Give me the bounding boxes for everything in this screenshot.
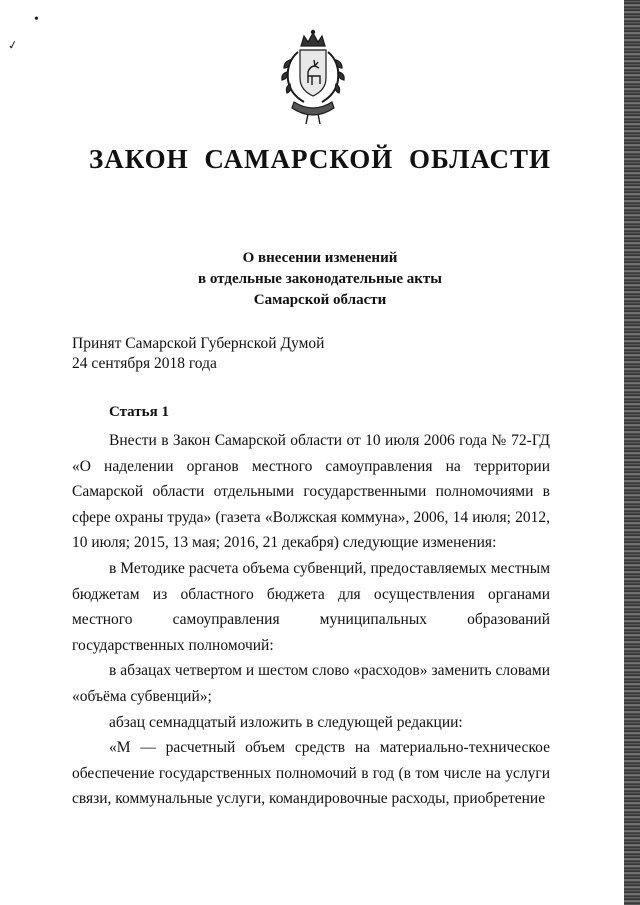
law-title: ЗАКОН САМАРСКОЙ ОБЛАСТИ [89,144,551,174]
article-body [72,428,550,812]
scan-edge-border [624,0,640,905]
adoption-date: 24 сентября 2018 года [72,355,217,372]
paragraph: «М — расчетный объем средств на материально-техническое обеспечение государственных полномочий в год (в том числе на услуги связи, коммунальные услуги, командировочные расходы, приобретение [72,739,550,808]
paragraph: абзац семнадцатый изложить в следующей редакции: [109,713,463,731]
ink-dot-mark: • [34,12,39,27]
subject-line: в отдельные законодательные акты [198,271,442,287]
law-subject [0,248,640,311]
article-heading: Статья 1 [109,404,169,420]
paragraph: в абзацах четвертом и шестом слово «расходов» заменить словами «объёма субвенций»; [72,662,550,705]
subject-line: Самарской области [253,292,387,308]
adoption-note [72,334,324,374]
subject-line: О внесении изменений [242,250,398,266]
paragraph: в Методике расчета объема субвенций, предоставляемых местным бюджетам из областного бюджета для осуществления органами местного самоуправления муниципальных образований государственных полномочий: [72,559,550,654]
coat-of-arms-emblem [268,28,358,128]
adoption-line: Принят Самарской Губернской Думой [72,335,325,352]
check-mark: ✓ [6,37,20,53]
paragraph: Внести в Закон Самарской области от 10 июля 2006 года № 72-ГД «О наделении органов местного самоуправления на территории Самарской области отдельными государственными полномочиями в сфере охраны труда» (газета «Волжская коммуна», 2006, 14 июля; 2012, 10 июля; 2015, 13 мая; 2016, 21 декабря) следующие изменения: [72,432,550,552]
